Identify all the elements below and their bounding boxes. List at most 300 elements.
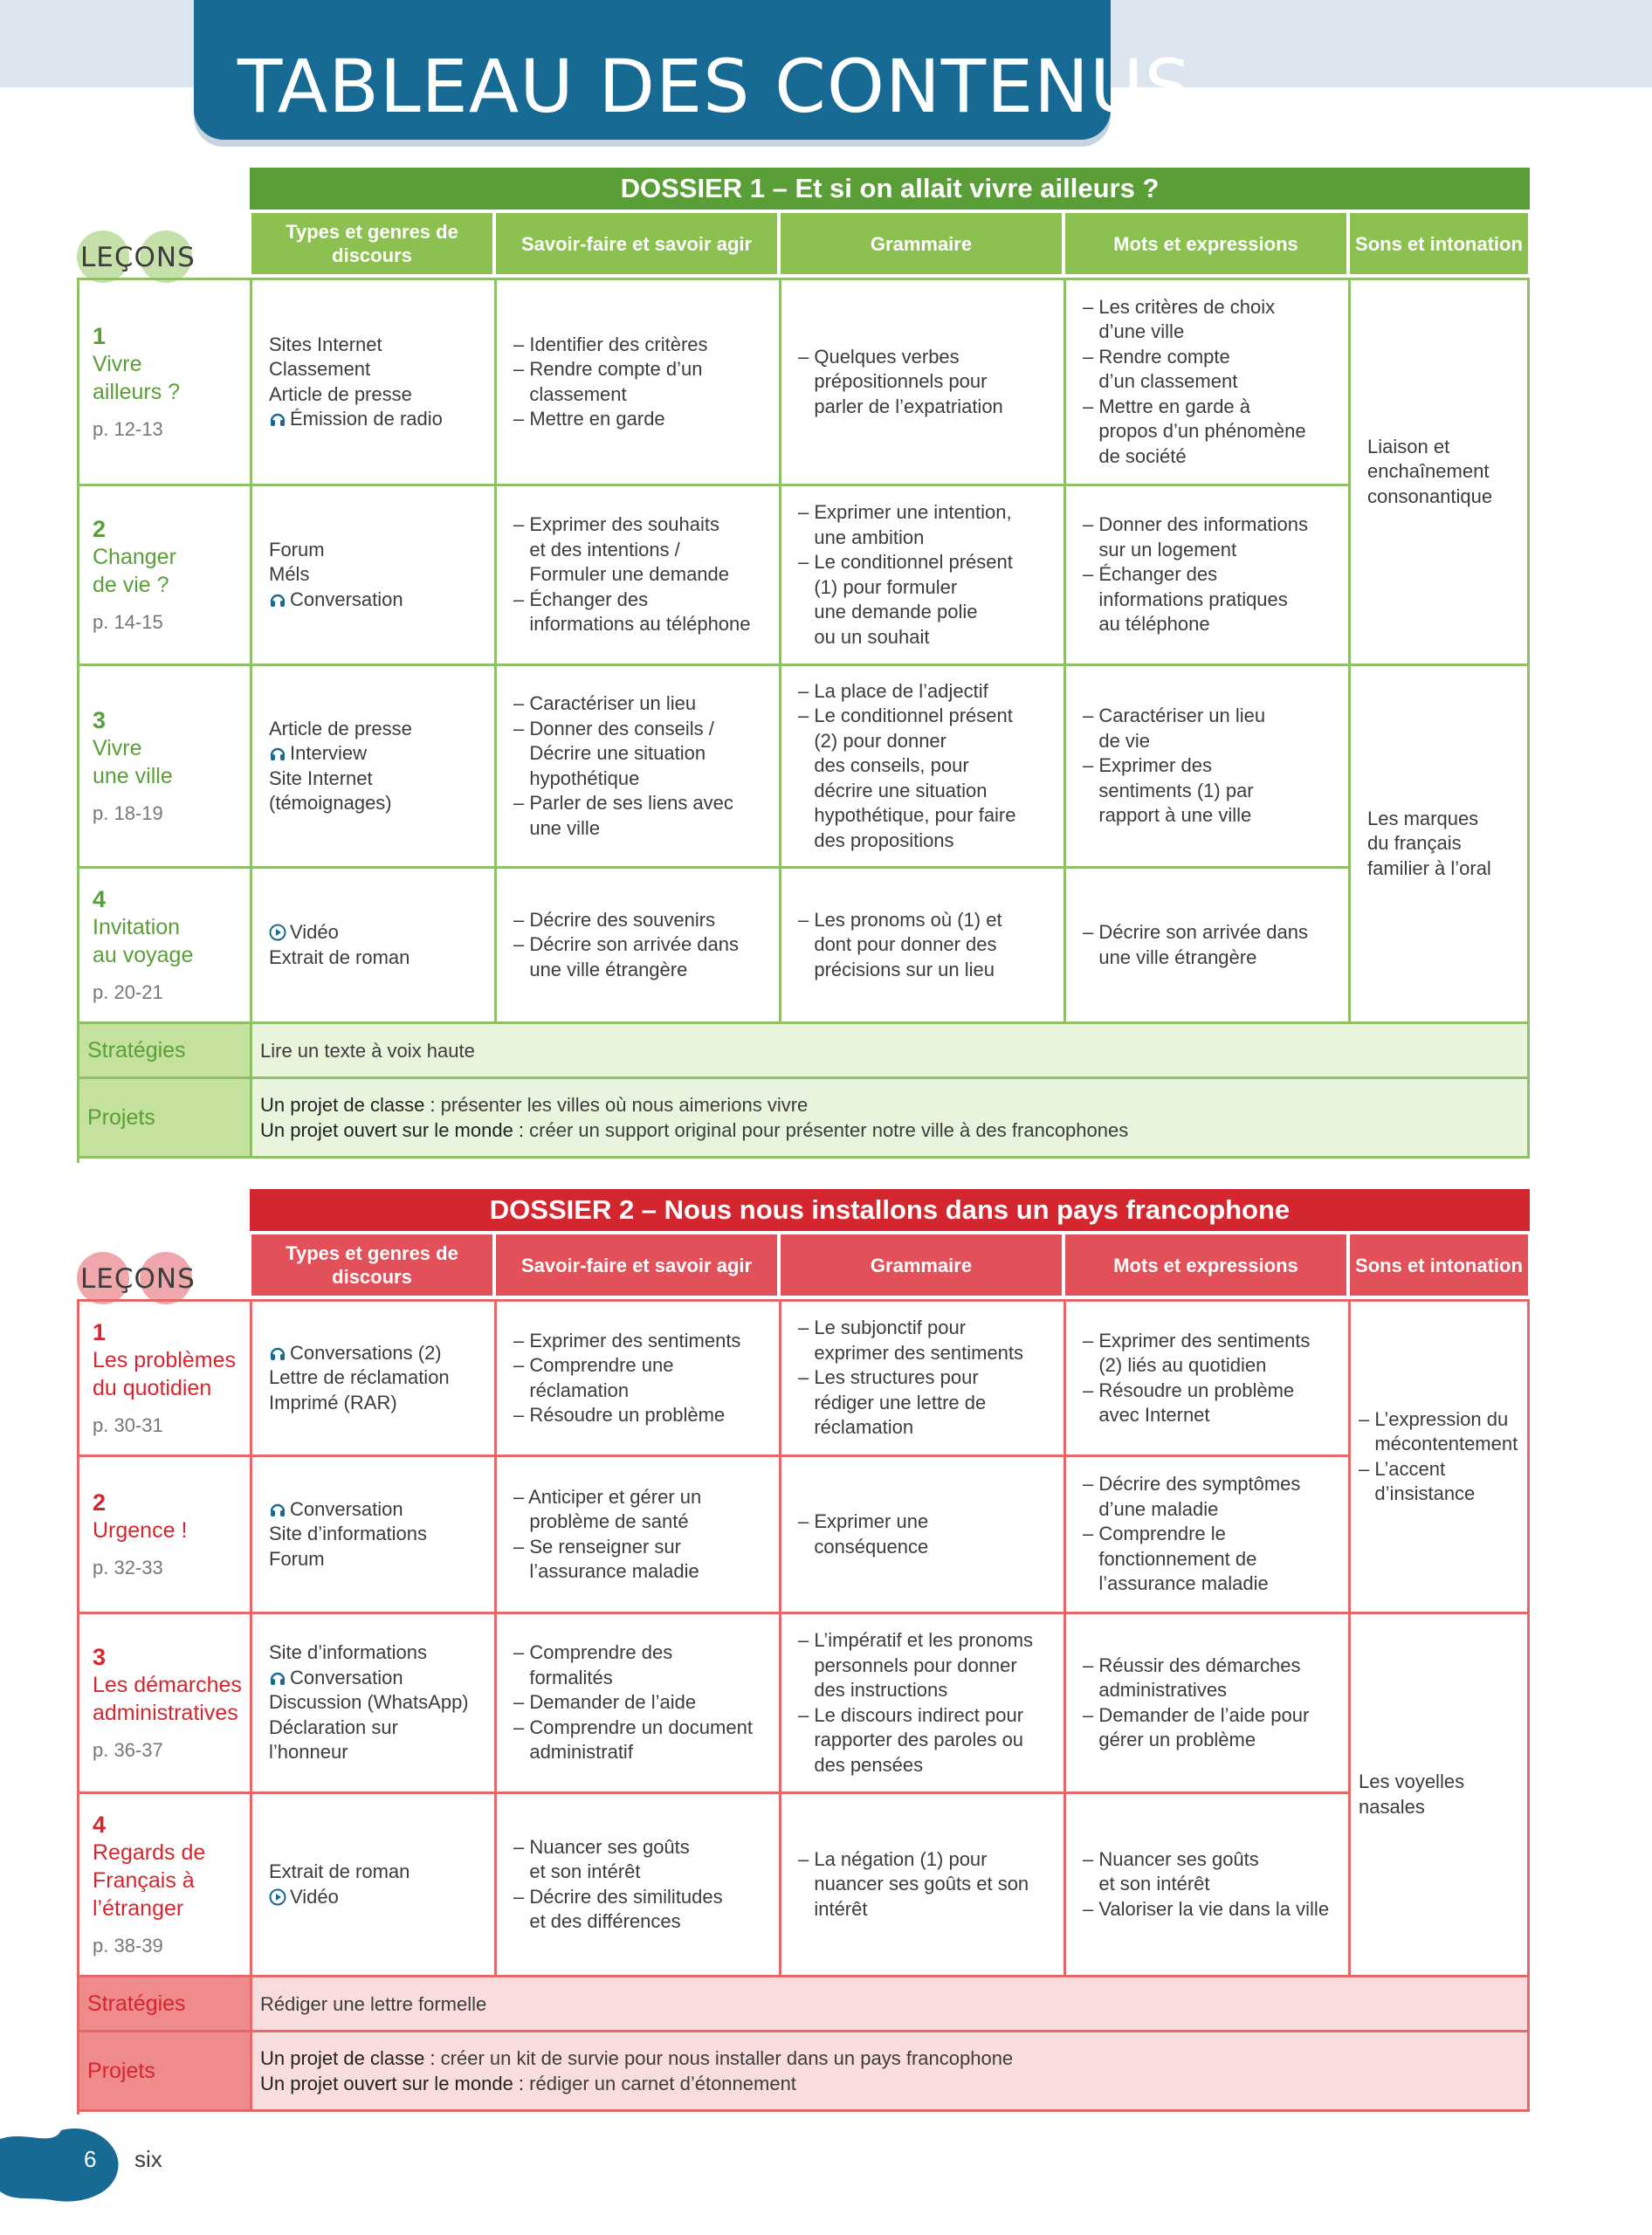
headphones-icon-svg [269, 1344, 286, 1362]
headphones-icon-svg [269, 410, 286, 428]
mots-line: – Valoriser la vie dans la ville [1083, 1897, 1330, 1920]
cell-grammaire [798, 869, 1060, 1021]
type-line [269, 946, 505, 971]
type-text: Site d’informations [269, 1523, 427, 1545]
column-divider [250, 1299, 252, 1977]
play-icon-svg [269, 1888, 286, 1906]
mots-line: – Caractériser un lieu [1083, 705, 1266, 727]
projet-text: créer un kit de survie pour nous installer dans un pays francophone [435, 2047, 1014, 2069]
grammaire-line: personnels pour donner [798, 1654, 1017, 1676]
mots-line: – Exprimer des sentiments [1083, 1329, 1311, 1351]
cell-mots [1083, 280, 1345, 484]
mots-line: – Décrire des symptômes [1083, 1473, 1301, 1496]
column-divider [779, 278, 781, 1024]
type-line [269, 1522, 505, 1547]
lesson-name: Vivre [93, 351, 142, 376]
savoir-line: – Exprimer des souhaits [513, 513, 719, 536]
lesson-name: Urgence ! [93, 1517, 188, 1543]
lesson-name: ailleurs ? [93, 379, 181, 404]
lesson-name: du quotidien [93, 1375, 212, 1400]
type-line [269, 1341, 505, 1366]
projet-type: Un projet de classe : [260, 2047, 436, 2069]
projet-text: rédiger un carnet d’étonnement [524, 2073, 796, 2094]
column-header: Sons et intonation [1350, 1234, 1528, 1296]
grammaire-line: – Exprimer une [798, 1510, 929, 1532]
type-text: Conversation [290, 1666, 403, 1688]
type-text: Interview [290, 742, 368, 764]
type-line [269, 920, 505, 946]
type-text: Conversations (2) [290, 1341, 442, 1364]
cell-sons [1367, 280, 1530, 664]
type-line [269, 1365, 505, 1391]
cell-grammaire [798, 486, 1060, 664]
type-line [269, 741, 505, 767]
savoir-line: – Donner des conseils / [513, 717, 714, 739]
lesson-label [93, 1457, 250, 1612]
strategies-label: Stratégies [87, 1991, 186, 2016]
type-text: Lettre de réclamation [269, 1366, 450, 1389]
headphones-icon-svg [269, 1669, 286, 1687]
mots-line: rapport à une ville [1083, 804, 1252, 827]
type-line [269, 562, 505, 588]
mots-line: de vie [1083, 729, 1151, 752]
sons-line: du français [1367, 832, 1462, 855]
type-text: Classement [269, 358, 371, 380]
cell-types [269, 666, 505, 866]
savoir-line: et des intentions / [513, 538, 680, 560]
lesson-number: 1 [93, 322, 107, 349]
grammaire-line: – Exprimer une intention, [798, 501, 1012, 523]
sons-line: enchaînement [1367, 460, 1490, 483]
sons-line: – L’expression du [1359, 1407, 1509, 1430]
cell-grammaire [798, 1794, 1060, 1975]
grammaire-line: – Le subjonctif pour [798, 1317, 967, 1339]
grammaire-line: parler de l’expatriation [798, 395, 1003, 417]
column-header: Savoir-faire et savoir agir [496, 1234, 777, 1296]
lesson-name: une ville [93, 763, 173, 788]
column-divider [1063, 1299, 1066, 1977]
headphones-icon [269, 1344, 286, 1361]
mots-line: – Rendre compte [1083, 345, 1230, 368]
cell-grammaire [798, 666, 1060, 866]
grammaire-line: hypothétique, pour faire [798, 804, 1016, 827]
column-header: Savoir-faire et savoir agir [496, 213, 777, 274]
savoir-line: – Se renseigner sur [513, 1535, 681, 1558]
cell-sons [1359, 1614, 1530, 1975]
cell-mots [1083, 1457, 1345, 1612]
page-number-word: six [134, 2146, 162, 2172]
title-tab [194, 0, 1192, 140]
type-text: Déclaration sur [269, 1716, 398, 1738]
lesson-name: Regards de [93, 1840, 206, 1865]
savoir-line: – Nuancer ses goûts [513, 1835, 690, 1858]
lesson-label [93, 666, 250, 866]
type-line [269, 717, 505, 742]
grammaire-line: prépositionnels pour [798, 370, 988, 393]
dossier-1-section [77, 168, 1530, 1163]
dossier-2-section [77, 1189, 1530, 2115]
type-text: (témoignages) [269, 792, 392, 814]
lesson-number: 1 [93, 1318, 107, 1345]
mots-line: sentiments (1) par [1083, 779, 1254, 801]
mots-line: fonctionnement de [1083, 1547, 1257, 1570]
type-line [269, 1740, 505, 1765]
mots-line: de société [1083, 444, 1187, 467]
play-icon [269, 923, 286, 940]
grammaire-line: réclamation [798, 1416, 914, 1439]
mots-line: – Donner des informations [1083, 513, 1309, 536]
page-number-badge [0, 2122, 131, 2205]
type-text: Site d’informations [269, 1641, 427, 1664]
savoir-line: – Comprendre une [513, 1354, 674, 1376]
grammaire-line: (2) pour donner [798, 729, 946, 752]
mots-line: – Exprimer des [1083, 754, 1212, 777]
savoir-line: problème de santé [513, 1510, 689, 1532]
grammaire-line: – La place de l’adjectif [798, 679, 988, 702]
grammaire-line: exprimer des sentiments [798, 1341, 1023, 1364]
lesson-name: de vie ? [93, 572, 169, 597]
type-text: Conversation [290, 1497, 403, 1520]
lesson-name: administratives [93, 1700, 238, 1725]
mots-line: gérer un problème [1083, 1729, 1256, 1750]
strategies-text: Rédiger une lettre formelle [260, 1992, 487, 2015]
projets-text [260, 2032, 1013, 2109]
type-text: Méls [269, 563, 310, 586]
lesson-pages: p. 12-13 [93, 417, 163, 440]
mots-line: – Comprendre le [1083, 1523, 1226, 1545]
lesson-label [93, 1302, 250, 1454]
mots-line: une ville étrangère [1083, 946, 1257, 968]
grammaire-line: intérêt [798, 1897, 868, 1920]
savoir-line: l’assurance maladie [513, 1560, 699, 1582]
type-line [269, 1690, 505, 1716]
column-divider [1063, 278, 1066, 1024]
lecons-label: LEÇONS [80, 242, 196, 273]
dossier-title: DOSSIER 2 – Nous nous installons dans un pays francophone [250, 1189, 1530, 1231]
sons-line: consonantique [1367, 485, 1493, 507]
lecons-label: LEÇONS [80, 1263, 196, 1295]
type-text: Conversation [290, 588, 403, 610]
column-header: Grammaire [781, 1234, 1062, 1296]
lesson-number: 3 [93, 706, 107, 733]
grammaire-line: – Quelques verbes [798, 345, 960, 368]
strategies-label: Stratégies [87, 1037, 186, 1062]
play-icon-svg [269, 924, 286, 941]
type-text: Vidéo [290, 921, 339, 943]
grammaire-line: une demande polie [798, 601, 978, 622]
savoir-line: administratif [513, 1741, 633, 1764]
projets-label: Projets [87, 2058, 155, 2083]
cell-types [269, 1614, 505, 1791]
type-text: Site Internet [269, 767, 373, 789]
type-text: Forum [269, 538, 325, 560]
type-line [269, 382, 505, 408]
column-header: Types et genres de discours [251, 1234, 492, 1296]
row-divider [77, 2109, 1530, 2112]
lesson-pages: p. 32-33 [93, 1556, 163, 1578]
column-header: Types et genres de discours [251, 213, 492, 274]
grammaire-line: dont pour donner des [798, 933, 997, 956]
column-divider [1348, 278, 1351, 1024]
mots-line: – Demander de l’aide pour [1083, 1703, 1310, 1726]
lesson-name: Changer [93, 544, 176, 569]
cell-grammaire [798, 1302, 1060, 1454]
savoir-line: – Rendre compte d’un [513, 358, 703, 380]
type-text: Discussion (WhatsApp) [269, 1691, 469, 1714]
savoir-line: hypothétique [513, 767, 640, 789]
savoir-line: une ville étrangère [513, 958, 688, 980]
projets-label: Projets [87, 1104, 155, 1130]
type-line [269, 1666, 505, 1691]
type-text: Article de presse [269, 382, 412, 405]
mots-line: d’un classement [1083, 370, 1238, 393]
type-line [269, 588, 505, 613]
type-text: l’honneur [269, 1741, 348, 1764]
lesson-pages: p. 38-39 [93, 1934, 163, 1956]
cell-sons [1359, 1302, 1530, 1612]
type-line [269, 1391, 505, 1416]
grammaire-line: ou un souhait [798, 625, 930, 648]
projet-type: Un projet ouvert sur le monde : [260, 2073, 525, 2094]
cell-types [269, 869, 505, 1021]
type-text: Émission de radio [290, 408, 443, 430]
type-line [269, 1885, 505, 1910]
headphones-icon [269, 409, 286, 427]
type-text: Imprimé (RAR) [269, 1391, 397, 1413]
mots-line: avec Internet [1083, 1404, 1210, 1426]
type-line [269, 538, 505, 563]
lesson-label [93, 1794, 250, 1975]
lesson-pages: p. 18-19 [93, 801, 163, 824]
mots-line: – Mettre en garde à [1083, 395, 1251, 417]
cell-savoir [513, 1302, 775, 1454]
lesson-label [93, 486, 250, 664]
cell-types [269, 1794, 505, 1975]
grammaire-line: – La négation (1) pour [798, 1847, 988, 1870]
savoir-line: une ville [513, 816, 601, 839]
savoir-line: – Échanger des [513, 588, 649, 610]
column-divider [1527, 1024, 1530, 1159]
grammaire-line: une ambition [798, 526, 925, 548]
grammaire-line: – Le conditionnel présent [798, 705, 1013, 727]
projet-type: Un projet de classe : [260, 1094, 436, 1116]
column-divider [250, 278, 252, 1024]
lesson-number: 3 [93, 1643, 107, 1670]
lesson-name: Vivre [93, 735, 142, 760]
column-header: Mots et expressions [1065, 213, 1346, 274]
lesson-pages: p. 30-31 [93, 1413, 163, 1436]
grammaire-line: précisions sur un lieu [798, 958, 995, 980]
cell-savoir [513, 1457, 775, 1612]
projet-text: créer un support original pour présenter notre ville à des francophones [524, 1119, 1129, 1141]
grammaire-line: des instructions [798, 1679, 948, 1701]
type-text: Extrait de roman [269, 1860, 410, 1882]
mots-line: (2) liés au quotidien [1083, 1354, 1267, 1376]
cell-savoir [513, 280, 775, 484]
type-line [269, 333, 505, 358]
column-divider [1348, 1299, 1351, 1977]
mots-line: au téléphone [1083, 613, 1210, 636]
type-line [269, 791, 505, 816]
type-line [269, 1497, 505, 1523]
cell-grammaire [798, 1457, 1060, 1612]
headphones-icon [269, 1668, 286, 1686]
grammaire-line: (1) pour formuler [798, 575, 958, 598]
dossier-title: DOSSIER 1 – Et si on allait vivre ailleurs ? [250, 168, 1530, 210]
lesson-name: au voyage [93, 942, 194, 967]
column-divider [250, 1977, 252, 2109]
lesson-label [93, 1614, 250, 1791]
lesson-number: 2 [93, 1489, 107, 1516]
lesson-name: Français à [93, 1867, 195, 1893]
cell-sons [1367, 666, 1530, 1021]
grammaire-line: rapporter des paroles ou [798, 1729, 1024, 1750]
type-line [269, 407, 505, 432]
savoir-line: – Comprendre un document [513, 1716, 753, 1738]
lesson-number: 4 [93, 1811, 107, 1838]
lesson-label [93, 869, 250, 1021]
cell-mots [1083, 869, 1345, 1021]
column-divider [250, 1024, 252, 1156]
savoir-line: – Mettre en garde [513, 408, 665, 430]
grammaire-line: conséquence [798, 1535, 929, 1558]
cell-savoir [513, 486, 775, 664]
lesson-pages: p. 36-37 [93, 1738, 163, 1761]
cell-mots [1083, 1614, 1345, 1791]
column-header: Mots et expressions [1065, 1234, 1346, 1296]
projet-line [260, 1118, 1128, 1143]
headphones-icon-svg [269, 1501, 286, 1518]
lesson-name: Les démarches [93, 1672, 242, 1697]
lesson-label [93, 280, 250, 484]
type-line [269, 357, 505, 382]
sons-line: Les marques [1367, 807, 1479, 829]
mots-line: administratives [1083, 1679, 1228, 1701]
savoir-line: – Décrire des souvenirs [513, 908, 716, 931]
savoir-line: – Exprimer des sentiments [513, 1329, 741, 1351]
mots-line: d’une maladie [1083, 1497, 1219, 1520]
strategies-text: Lire un texte à voix haute [260, 1039, 475, 1062]
type-text: Extrait de roman [269, 946, 410, 968]
grammaire-line: – L’impératif et les pronoms [798, 1629, 1034, 1651]
column-divider [779, 1299, 781, 1977]
cell-types [269, 1457, 505, 1612]
projet-text: présenter les villes où nous aimerions vivre [435, 1094, 809, 1116]
savoir-line: – Décrire des similitudes [513, 1885, 723, 1908]
mots-line: – Réussir des démarches [1083, 1654, 1301, 1676]
cell-mots [1083, 1794, 1345, 1975]
column-header: Sons et intonation [1350, 213, 1528, 274]
projet-line [260, 2071, 1013, 2096]
lesson-pages: p. 14-15 [93, 610, 163, 633]
lesson-name: l’étranger [93, 1895, 184, 1921]
mots-line: informations pratiques [1083, 588, 1288, 610]
projet-type: Un projet ouvert sur le monde : [260, 1119, 525, 1141]
cell-savoir [513, 1794, 775, 1975]
sons-line: – L’accent [1359, 1457, 1446, 1480]
lesson-name: Les problèmes [93, 1347, 236, 1372]
column-header: Grammaire [781, 213, 1062, 274]
sons-line: Liaison et [1367, 435, 1450, 457]
mots-line: sur un logement [1083, 538, 1237, 560]
sons-line: mécontentement [1359, 1433, 1518, 1454]
sons-line: d’insistance [1359, 1482, 1476, 1504]
cell-types [269, 280, 505, 484]
savoir-line: – Parler de ses liens avec [513, 792, 733, 814]
cell-types [269, 1302, 505, 1454]
play-icon [269, 1888, 286, 1905]
headphones-icon [269, 590, 286, 608]
type-text: Vidéo [290, 1885, 339, 1908]
lesson-name: Invitation [93, 914, 181, 939]
savoir-line: réclamation [513, 1379, 630, 1401]
headphones-icon [269, 1500, 286, 1517]
savoir-line: informations au téléphone [513, 613, 751, 636]
grammaire-line: des conseils, pour [798, 754, 969, 777]
mots-line: et son intérêt [1083, 1873, 1210, 1895]
mots-line: – Décrire son arrivée dans [1083, 921, 1309, 943]
cell-mots [1083, 486, 1345, 664]
savoir-line: – Identifier des critères [513, 333, 708, 355]
lesson-number: 2 [93, 515, 107, 542]
cell-savoir [513, 666, 775, 866]
projet-line [260, 2046, 1013, 2071]
sons-line: Les voyelles [1359, 1771, 1465, 1792]
grammaire-line: nuancer ses goûts et son [798, 1873, 1029, 1895]
sons-line: familier à l’oral [1367, 856, 1491, 879]
mots-line: – Nuancer ses goûts [1083, 1847, 1259, 1870]
projets-text [260, 1079, 1128, 1156]
lesson-pages: p. 20-21 [93, 980, 163, 1003]
column-divider [1527, 1977, 1530, 2112]
cell-grammaire [798, 1614, 1060, 1791]
page-title: TABLEAU DES CONTENUS [237, 44, 1192, 129]
headphones-icon-svg [269, 591, 286, 609]
page-number: 6 [84, 2146, 97, 2172]
grammaire-line: – Le discours indirect pour [798, 1703, 1024, 1726]
grammaire-line: – Les structures pour [798, 1366, 979, 1389]
savoir-line: – Anticiper et gérer un [513, 1485, 702, 1508]
headphones-icon [269, 744, 286, 761]
type-line [269, 1860, 505, 1885]
type-text: Forum [269, 1547, 325, 1570]
mots-line: – Résoudre un problème [1083, 1379, 1295, 1401]
cell-savoir [513, 869, 775, 1021]
cell-mots [1083, 1302, 1345, 1454]
grammaire-line: décrire une situation [798, 779, 988, 801]
type-line [269, 767, 505, 792]
mots-line: – Échanger des [1083, 563, 1218, 586]
savoir-line: – Demander de l’aide [513, 1691, 697, 1714]
headphones-icon-svg [269, 745, 286, 762]
savoir-line: et des différences [513, 1910, 681, 1932]
type-text: Article de presse [269, 717, 412, 739]
savoir-line: classement [513, 382, 627, 405]
cell-mots [1083, 666, 1345, 866]
cell-savoir [513, 1614, 775, 1791]
savoir-line: Décrire une situation [513, 742, 706, 764]
savoir-line: – Résoudre un problème [513, 1404, 726, 1426]
sons-line: nasales [1359, 1795, 1425, 1818]
grammaire-line: – Le conditionnel présent [798, 551, 1013, 573]
projet-line [260, 1092, 1128, 1118]
cell-types [269, 486, 505, 664]
savoir-line: – Décrire son arrivée dans [513, 933, 740, 956]
grammaire-line: des propositions [798, 829, 954, 851]
savoir-line: – Caractériser un lieu [513, 692, 697, 714]
lesson-number: 4 [93, 885, 107, 912]
savoir-line: Formuler une demande [513, 563, 730, 586]
